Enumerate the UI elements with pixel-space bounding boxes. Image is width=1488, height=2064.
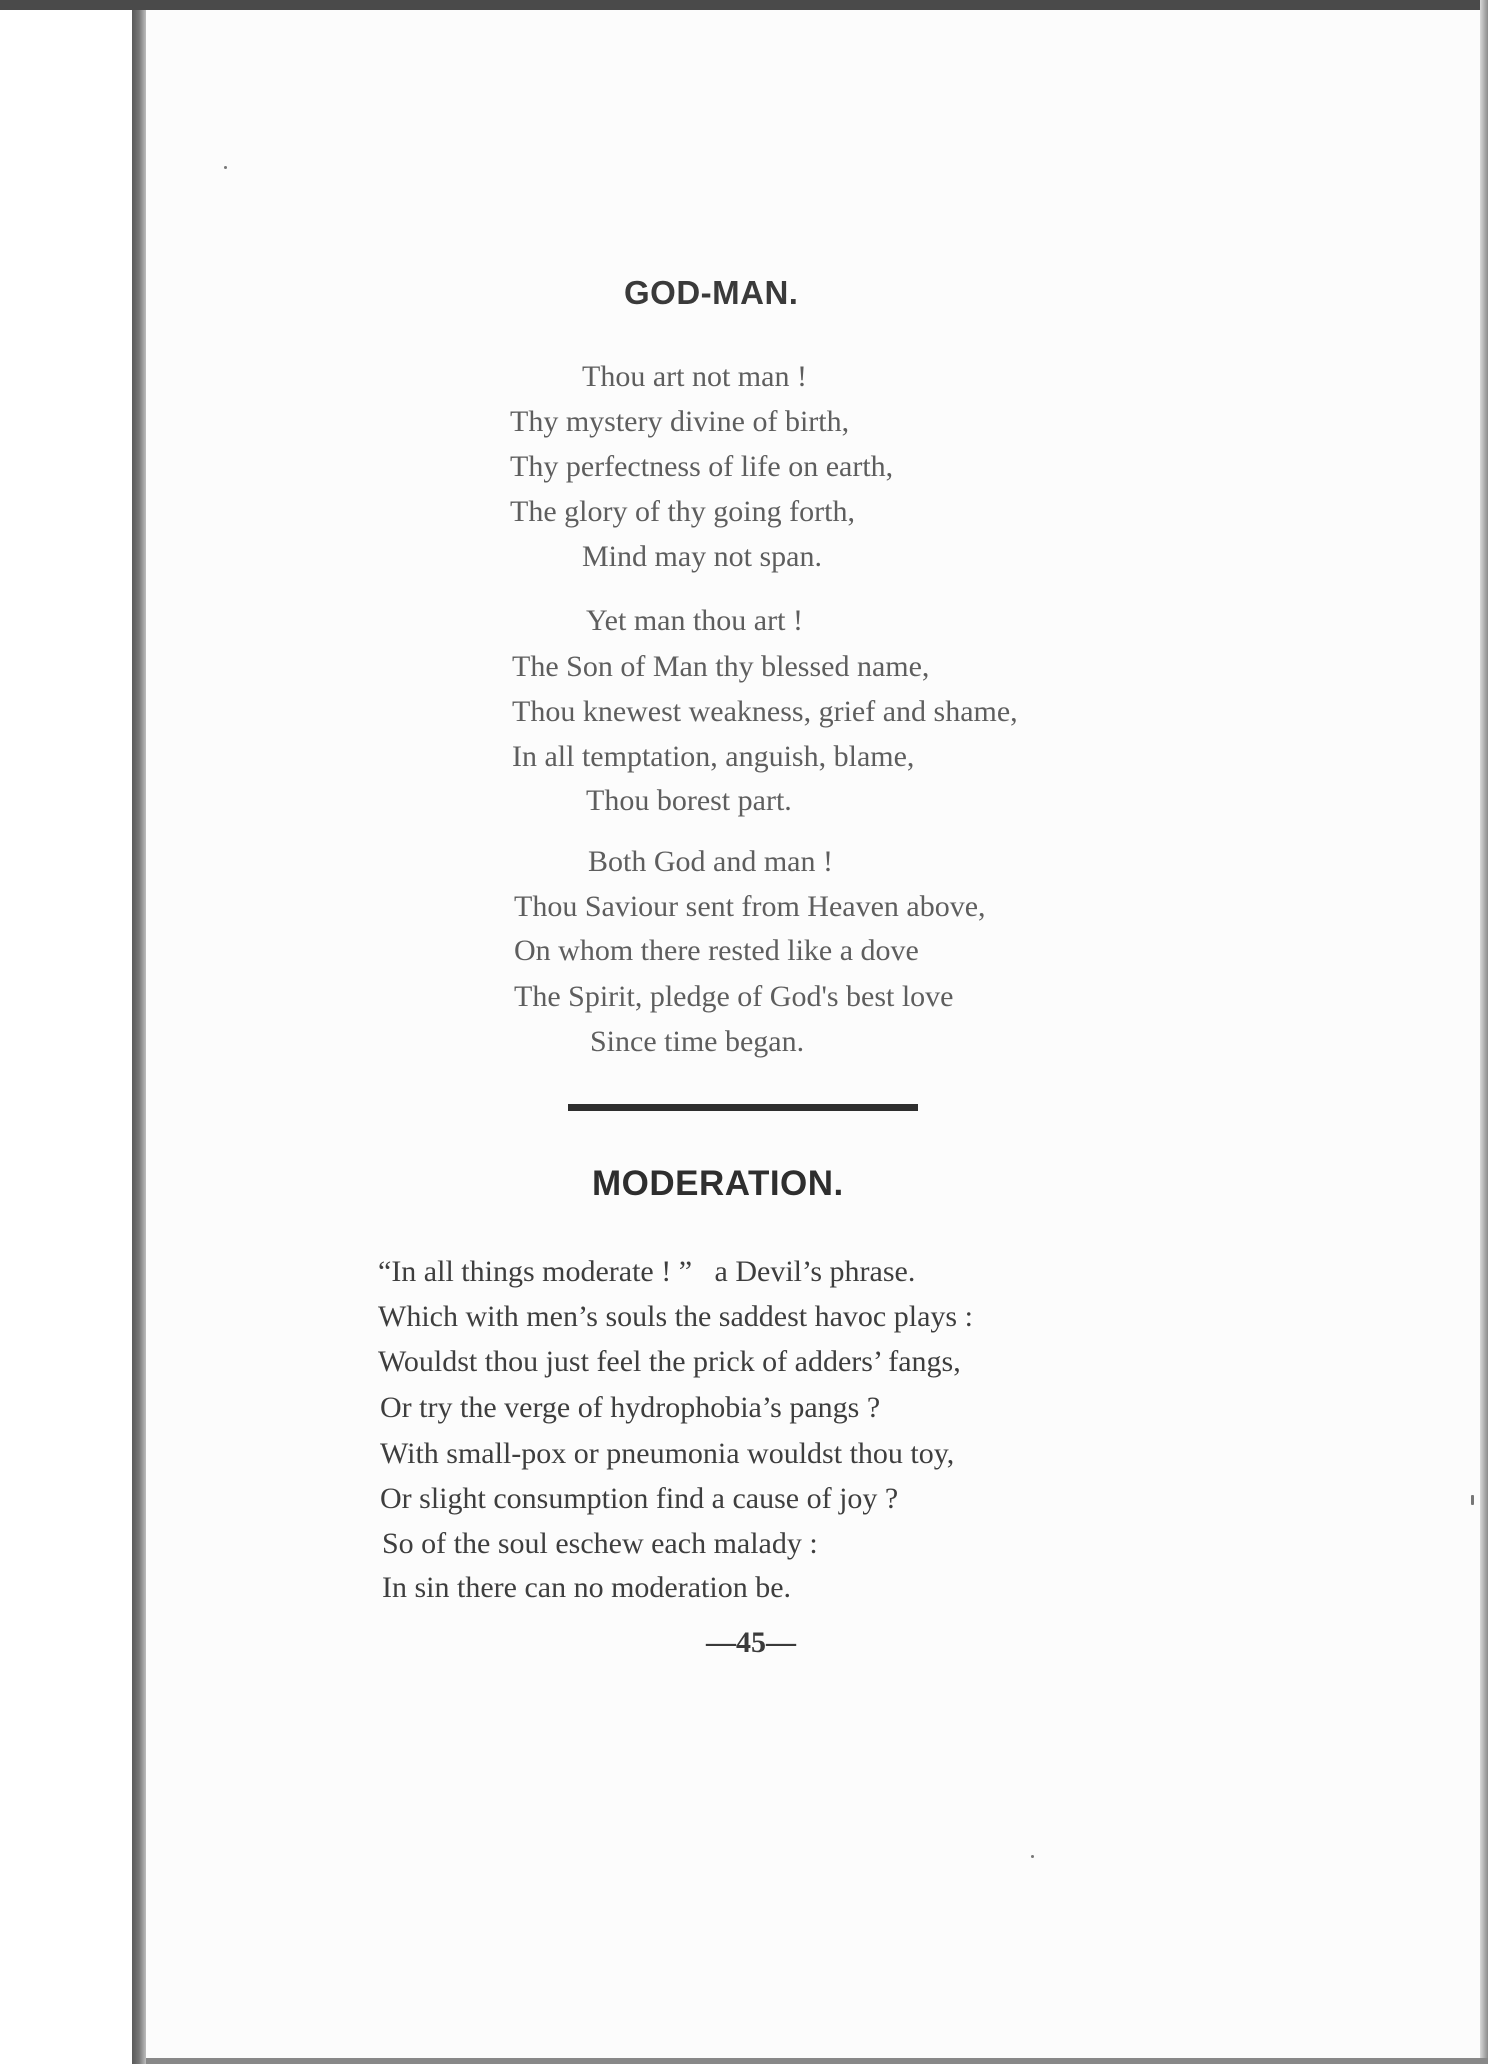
verse-line: Thou Saviour sent from Heaven above,	[514, 890, 986, 923]
facing-page-margin	[0, 0, 132, 2064]
dust-speck	[1031, 1855, 1034, 1858]
verse-line: In all temptation, anguish, blame,	[512, 740, 915, 773]
verse-line: So of the soul eschew each malady :	[382, 1527, 818, 1560]
dust-speck	[224, 166, 227, 169]
scan-top-border	[0, 0, 1488, 10]
verse-line: In sin there can no moderation be.	[382, 1571, 792, 1604]
verse-line: Or try the verge of hydrophobia’s pangs ?	[380, 1391, 881, 1424]
verse-line: On whom there rested like a dove	[514, 934, 919, 967]
page-surface	[146, 10, 1480, 2064]
verse-line: Thou knewest weakness, grief and shame,	[512, 695, 1018, 728]
verse-line: Since time began.	[590, 1025, 805, 1058]
verse-line: Wouldst thou just feel the prick of adders’ fangs,	[378, 1345, 961, 1378]
poem-title-godman: GOD-MAN.	[624, 274, 799, 311]
verse-line: Both God and man !	[588, 845, 833, 878]
book-spine-shadow	[132, 0, 146, 2064]
verse-line: Which with men’s souls the saddest havoc plays :	[378, 1300, 973, 1333]
verse-line: Thy perfectness of life on earth,	[510, 450, 894, 483]
verse-line: With small-pox or pneumonia wouldst thou toy,	[380, 1437, 955, 1470]
verse-line: Thou borest part.	[586, 784, 792, 817]
verse-line: Mind may not span.	[582, 540, 822, 573]
poem-title-moderation: MODERATION.	[592, 1164, 844, 1203]
verse-line: The Son of Man thy blessed name,	[512, 650, 930, 683]
section-divider	[568, 1104, 918, 1111]
page-right-edge	[1480, 0, 1488, 2064]
verse-line: Thy mystery divine of birth,	[510, 405, 850, 438]
verse-line: Or slight consumption find a cause of joy ?	[380, 1482, 899, 1515]
verse-line: The glory of thy going forth,	[510, 495, 855, 528]
page-number: —45—	[706, 1626, 796, 1659]
page-bottom-edge	[146, 2058, 1488, 2064]
verse-line: Yet man thou art !	[586, 604, 803, 637]
verse-line: “In all things moderate ! ” a Devil’s phrase.	[378, 1255, 916, 1288]
verse-line: The Spirit, pledge of God's best love	[514, 980, 954, 1013]
dust-speck	[1471, 1495, 1474, 1505]
verse-line: Thou art not man !	[582, 360, 807, 393]
